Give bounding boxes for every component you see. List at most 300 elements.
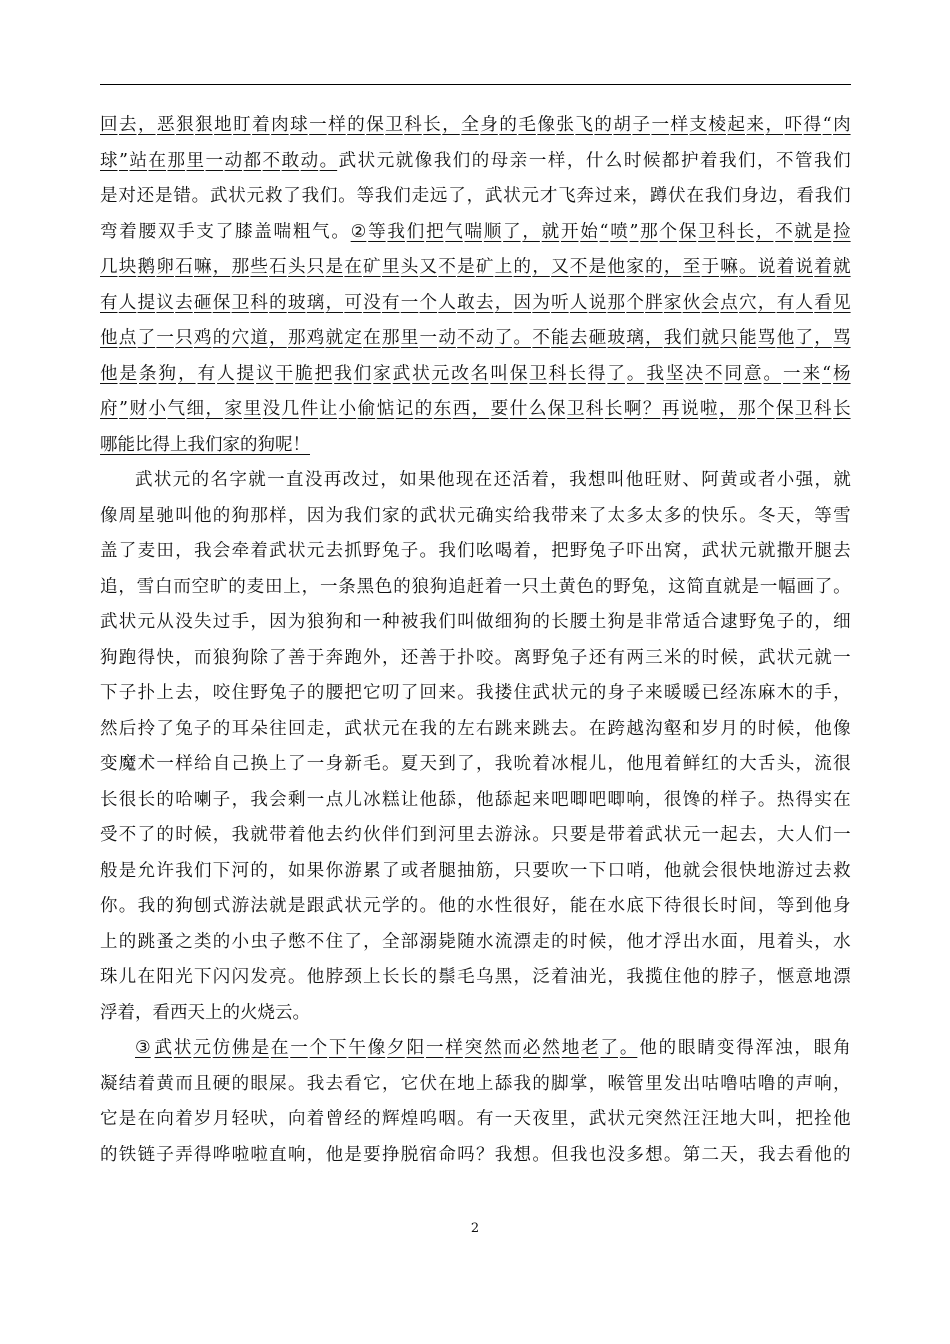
text-char: 冻 — [739, 683, 757, 703]
text-char: 脱 — [400, 1144, 419, 1165]
text-char: 去 — [569, 328, 588, 348]
text-char: ， — [471, 399, 490, 419]
text-char: 是 — [251, 1038, 269, 1058]
text-char: 吗 — [457, 1144, 475, 1165]
text-char: 胡 — [613, 115, 631, 135]
text-char: 甩 — [645, 754, 663, 774]
text-char: 变 — [100, 754, 118, 774]
text-char: 武 — [532, 683, 550, 703]
text-char: 下 — [193, 967, 212, 987]
text-char: 来 — [513, 718, 532, 739]
text-char: 元 — [795, 647, 813, 668]
text-char: 元 — [682, 825, 701, 845]
text-char: 吮 — [513, 754, 532, 774]
text-char: 我 — [334, 363, 352, 384]
text-char: 两 — [626, 647, 644, 668]
text-char: 一 — [833, 647, 851, 668]
text-char: 就 — [814, 647, 832, 668]
text-char: 啦 — [231, 1144, 250, 1165]
text-char: ， — [757, 967, 776, 987]
text-char: 来 — [438, 683, 456, 703]
text-char: 又 — [551, 257, 569, 277]
text-char: 儿 — [588, 754, 607, 774]
text-char: 毛 — [363, 754, 381, 774]
text-char: 法 — [250, 896, 268, 916]
text-char: 元 — [457, 505, 475, 526]
text-char: 因 — [306, 505, 325, 526]
text-char: 肉 — [833, 115, 851, 135]
text-char: 啊 — [623, 399, 642, 419]
text-char: 周 — [118, 505, 137, 526]
text-char: 于 — [306, 647, 325, 668]
text-char: 在 — [588, 718, 607, 739]
text-char: 时 — [720, 896, 738, 916]
text-char: 武 — [209, 186, 228, 206]
text-char: 就 — [250, 825, 268, 845]
text-char: 候 — [642, 150, 661, 171]
text-char: 状 — [503, 186, 521, 206]
text-char: 很 — [118, 789, 137, 810]
text-char: 去 — [739, 825, 757, 845]
text-char: ， — [287, 505, 306, 526]
text-char: 卫 — [566, 399, 585, 419]
text-line — [100, 144, 851, 180]
text-char: 就 — [757, 541, 776, 561]
text-char: 狗 — [429, 576, 448, 597]
text-char: 肉 — [271, 115, 289, 135]
text-char: 撒 — [776, 541, 795, 561]
text-char: ， — [814, 328, 832, 348]
text-char: 了 — [156, 718, 174, 739]
text-char: 状 — [412, 363, 430, 384]
text-char: 吧 — [588, 789, 607, 810]
text-char: 的 — [212, 931, 231, 952]
text-char: 玻 — [607, 328, 626, 348]
text-char: 件 — [300, 399, 319, 419]
text-char: ， — [532, 257, 550, 277]
text-char: 名 — [470, 363, 489, 384]
text-char: 般 — [100, 860, 118, 881]
text-char: 经 — [344, 1109, 362, 1129]
text-char: 水 — [475, 931, 494, 952]
text-char: 地 — [457, 1073, 475, 1094]
text-char: 上 — [205, 1002, 223, 1023]
text-char: 那 — [287, 328, 306, 348]
text-char: 子 — [193, 718, 212, 739]
text-char: 样 — [670, 115, 688, 135]
text-char: 那 — [737, 399, 756, 419]
text-char: 元 — [246, 186, 265, 206]
text-char: 去 — [833, 541, 851, 561]
text-char: 子 — [607, 541, 626, 561]
text-char: 好 — [532, 896, 550, 916]
text-char: 轻 — [231, 1109, 250, 1129]
text-char: ， — [794, 1038, 812, 1058]
text-char: 我 — [438, 541, 456, 561]
text-char: 啦 — [699, 399, 718, 419]
text-char: 冬 — [757, 505, 776, 526]
text-char: 样 — [328, 115, 346, 135]
text-char: 泛 — [532, 967, 550, 987]
text-char: 左 — [457, 718, 475, 739]
text-char: 驰 — [156, 505, 174, 526]
text-char: 让 — [400, 789, 419, 810]
text-char: 憋 — [287, 931, 306, 952]
text-char: 的 — [100, 1144, 118, 1165]
text-char: 毛 — [457, 967, 475, 987]
text-char: ， — [138, 115, 156, 135]
text-char: 他 — [626, 931, 644, 952]
text-char: 二 — [701, 1144, 719, 1165]
text-char: 武 — [344, 718, 362, 739]
text-char: 小 — [776, 470, 795, 490]
text-char: 要 — [569, 825, 588, 845]
text-char: 了 — [795, 328, 813, 348]
text-char: 一 — [528, 150, 547, 171]
text-char: 坚 — [665, 363, 684, 384]
text-char: 狠 — [176, 115, 194, 135]
text-char: “ — [822, 115, 832, 135]
text-char: 野 — [363, 541, 381, 561]
text-char: 奔 — [325, 647, 344, 668]
text-char: 哪 — [100, 434, 118, 455]
text-char: 说 — [680, 399, 699, 419]
text-char: 石 — [269, 257, 287, 277]
text-char: 的 — [156, 789, 174, 810]
text-char: 很 — [833, 754, 851, 774]
text-char: 为 — [325, 505, 344, 526]
text-char: 在 — [270, 1038, 289, 1058]
text-char: 它 — [400, 1073, 419, 1094]
text-char: 。 — [419, 896, 438, 916]
text-char: 月 — [212, 1109, 231, 1129]
text-char: 我 — [757, 1144, 776, 1165]
text-char: 的 — [191, 470, 210, 490]
text-char: 他 — [193, 505, 212, 526]
text-char: 吆 — [475, 541, 494, 561]
text-char: ， — [645, 328, 663, 348]
text-char: 不 — [776, 150, 794, 171]
text-char: 向 — [156, 1109, 174, 1129]
text-char: 的 — [269, 292, 287, 313]
text-char: 空 — [191, 576, 210, 597]
header-rule — [100, 84, 851, 85]
text-char: 子 — [400, 541, 419, 561]
text-char: 扑 — [457, 647, 475, 668]
text-char: 卫 — [529, 363, 547, 384]
text-char: 术 — [137, 754, 156, 774]
text-char: ？ — [642, 399, 661, 419]
text-char: ， — [457, 789, 475, 810]
text-char: 的 — [393, 576, 411, 597]
text-char: 来 — [802, 363, 821, 384]
text-char: 地 — [214, 115, 232, 135]
text-char: 溺 — [419, 931, 438, 952]
text-char: ” — [119, 399, 128, 419]
text-char: 叫 — [175, 505, 193, 526]
text-char: 提 — [236, 363, 255, 384]
text-char: ， — [178, 363, 196, 384]
text-char: 兔 — [175, 718, 193, 739]
text-char: 。 — [569, 718, 588, 739]
text-char: 发 — [663, 1073, 682, 1094]
text-char: 支 — [689, 115, 707, 135]
text-char: 过 — [361, 470, 379, 490]
text-char: 走 — [411, 186, 430, 206]
text-char: 亲 — [509, 150, 528, 171]
text-char: 毙 — [438, 931, 456, 952]
text-char: 吓 — [784, 115, 803, 135]
text-char: 人 — [438, 292, 456, 313]
text-char: 追 — [100, 576, 118, 597]
text-char: 就 — [682, 860, 701, 881]
text-char: 起 — [727, 115, 746, 135]
text-char: 的 — [588, 683, 607, 703]
text-char: 就 — [395, 150, 414, 171]
text-char: 看 — [152, 1002, 170, 1023]
text-char: 。 — [292, 1002, 310, 1023]
text-char: 。 — [419, 541, 438, 561]
text-char: 然 — [484, 1038, 502, 1058]
text-char: 在 — [686, 186, 704, 206]
text-char: 块 — [118, 257, 137, 277]
text-char: 狠 — [195, 115, 213, 135]
text-char: 才 — [645, 931, 663, 952]
text-char: 样 — [720, 789, 738, 810]
text-char: 喝 — [494, 541, 513, 561]
text-char: 会 — [701, 860, 719, 881]
text-char: 虫 — [250, 931, 268, 952]
text-char: 会 — [212, 541, 231, 561]
text-char: 气 — [167, 399, 186, 419]
text-char: 上 — [283, 576, 301, 597]
text-char: 剩 — [287, 789, 306, 810]
text-char: 武 — [100, 612, 118, 632]
text-char: 了 — [137, 328, 156, 348]
text-char: 过 — [795, 860, 813, 881]
text-char: 一 — [267, 470, 285, 490]
text-char: 在 — [588, 896, 607, 916]
text-char: 可 — [344, 292, 362, 313]
text-char: 来 — [569, 505, 588, 526]
text-char: 突 — [645, 1109, 663, 1129]
text-char: 个 — [419, 292, 438, 313]
text-char: 身 — [833, 896, 851, 916]
text-char: 喇 — [193, 789, 212, 810]
text-char: 者 — [419, 860, 438, 881]
text-char: 头 — [776, 754, 795, 774]
text-char: 长 — [736, 221, 755, 242]
text-char: 去 — [325, 541, 344, 561]
text-char: 兔 — [551, 647, 569, 668]
text-char: 们 — [682, 328, 701, 348]
text-line — [100, 854, 851, 890]
text-char: 了 — [400, 683, 419, 703]
text-line — [100, 1067, 851, 1103]
text-char: 咽 — [438, 1109, 456, 1129]
text-char: 给 — [193, 754, 212, 774]
text-char: 了 — [600, 1038, 618, 1058]
text-char: 。 — [191, 186, 210, 206]
text-char: 没 — [304, 470, 323, 490]
text-char: 敢 — [457, 292, 475, 313]
text-char: 武 — [269, 541, 287, 561]
text-char: 武 — [484, 186, 503, 206]
text-char: 。 — [739, 505, 757, 526]
text-char: 能 — [569, 896, 588, 916]
text-char: 水 — [833, 931, 851, 952]
text-char: 田 — [156, 541, 174, 561]
text-char: 。 — [287, 1073, 306, 1094]
text-line — [100, 1102, 851, 1138]
text-char: 脆 — [295, 363, 313, 384]
text-char: 在 — [833, 789, 851, 810]
text-line — [100, 925, 851, 961]
text-char: 们 — [319, 186, 338, 206]
text-char: ， — [550, 470, 568, 490]
text-char: 我 — [187, 434, 205, 455]
text-char: 狗 — [231, 505, 250, 526]
text-char: 子 — [287, 683, 306, 703]
text-char: 家 — [381, 505, 400, 526]
text-char: 来 — [746, 115, 765, 135]
text-char: 带 — [551, 505, 569, 526]
text-char: 长 — [137, 789, 156, 810]
text-char: 之 — [175, 931, 193, 952]
text-char: 卫 — [231, 292, 250, 313]
text-char: 鹅 — [137, 257, 156, 277]
text-char: 汪 — [701, 1109, 719, 1129]
text-char: 天 — [187, 1002, 205, 1023]
text-char: 黄 — [558, 576, 576, 597]
text-char: 那 — [607, 292, 626, 313]
text-char: 元 — [626, 1109, 644, 1129]
text-char: 什 — [585, 150, 604, 171]
text-char: 不 — [569, 257, 588, 277]
text-char: 起 — [720, 825, 738, 845]
text-char: 了 — [287, 754, 306, 774]
text-char: 骂 — [833, 328, 851, 348]
text-char: 从 — [156, 612, 174, 632]
text-char: 元 — [363, 896, 381, 916]
text-char: 救 — [264, 186, 283, 206]
text-char: 受 — [100, 825, 118, 845]
text-char: 得 — [193, 1144, 212, 1165]
text-char: 跳 — [532, 718, 550, 739]
text-char: 面 — [720, 931, 738, 952]
text-char: 烧 — [257, 1002, 275, 1023]
text-char: 唧 — [607, 789, 626, 810]
text-char: 看 — [344, 1073, 362, 1094]
text-char: 下 — [329, 1038, 347, 1058]
text-char: 去 — [325, 825, 344, 845]
text-char: 脚 — [551, 1073, 569, 1094]
text-char: 再 — [661, 399, 680, 419]
text-char: 状 — [287, 541, 306, 561]
text-char: 元 — [521, 186, 540, 206]
text-char: 开 — [795, 541, 813, 561]
text-char: 。 — [319, 150, 338, 171]
text-char: 命 — [438, 1144, 456, 1165]
text-char: 的 — [833, 1144, 851, 1165]
text-char: ， — [795, 505, 813, 526]
text-char: 就 — [723, 576, 741, 597]
text-char: 气 — [312, 221, 330, 242]
text-char: 元 — [739, 541, 757, 561]
text-char: 武 — [588, 1109, 607, 1129]
text-char: 已 — [701, 683, 719, 703]
text-char: 咬 — [475, 647, 494, 668]
text-char: 他 — [814, 896, 832, 916]
text-char: 也 — [588, 1144, 607, 1165]
text-char: 状 — [357, 150, 376, 171]
text-line — [100, 215, 851, 251]
text-char: ， — [645, 789, 663, 810]
text-char: 魔 — [118, 754, 137, 774]
text-char: 嘛 — [720, 257, 738, 277]
text-char: 光 — [588, 967, 607, 987]
text-char: 胖 — [645, 292, 663, 313]
text-char: 上 — [269, 754, 287, 774]
text-char: 地 — [814, 967, 832, 987]
text-char: 得 — [736, 1038, 754, 1058]
text-char: 麦 — [246, 576, 265, 597]
text-char: 直 — [269, 1144, 287, 1165]
text-char: 善 — [287, 647, 306, 668]
text-char: 越 — [626, 718, 644, 739]
text-char: ， — [494, 292, 513, 313]
text-char: 伙 — [363, 825, 381, 845]
text-char: 他 — [306, 967, 325, 987]
text-char: 腿 — [438, 860, 456, 881]
text-char: 的 — [222, 1002, 240, 1023]
text-char: 部 — [400, 931, 419, 952]
text-char: 。 — [381, 754, 400, 774]
text-char: 璃 — [626, 328, 644, 348]
text-char: 议 — [156, 292, 174, 313]
text-char: 这 — [668, 576, 686, 597]
text-char: 一 — [306, 754, 325, 774]
text-char: 们 — [205, 434, 223, 455]
text-char: 跑 — [118, 647, 137, 668]
text-char: 一 — [651, 115, 669, 135]
text-char: 田 — [264, 576, 283, 597]
text-char: 腿 — [814, 541, 832, 561]
text-char: 黑 — [356, 576, 375, 597]
text-char: 你 — [325, 860, 344, 881]
text-char: 的 — [419, 967, 438, 987]
text-char: 岁 — [701, 718, 719, 739]
text-char: 状 — [607, 1109, 626, 1129]
text-char: 扑 — [137, 683, 156, 703]
text-char: 长 — [100, 789, 118, 810]
text-char: 被 — [400, 612, 419, 632]
text-char: 子 — [626, 683, 644, 703]
text-char: 们 — [438, 612, 456, 632]
text-char: 的 — [212, 505, 231, 526]
text-char: 的 — [363, 1109, 381, 1129]
text-char: 跳 — [494, 718, 513, 739]
text-char: 弯 — [100, 221, 118, 242]
text-line — [100, 428, 851, 464]
text-char: 快 — [739, 860, 757, 881]
text-char: 时 — [623, 150, 642, 171]
text-char: ， — [739, 1144, 757, 1165]
text-char: 伏 — [419, 1073, 438, 1094]
text-char: 是 — [118, 1109, 137, 1129]
text-char: 样 — [547, 150, 566, 171]
text-char: 双 — [157, 221, 176, 242]
